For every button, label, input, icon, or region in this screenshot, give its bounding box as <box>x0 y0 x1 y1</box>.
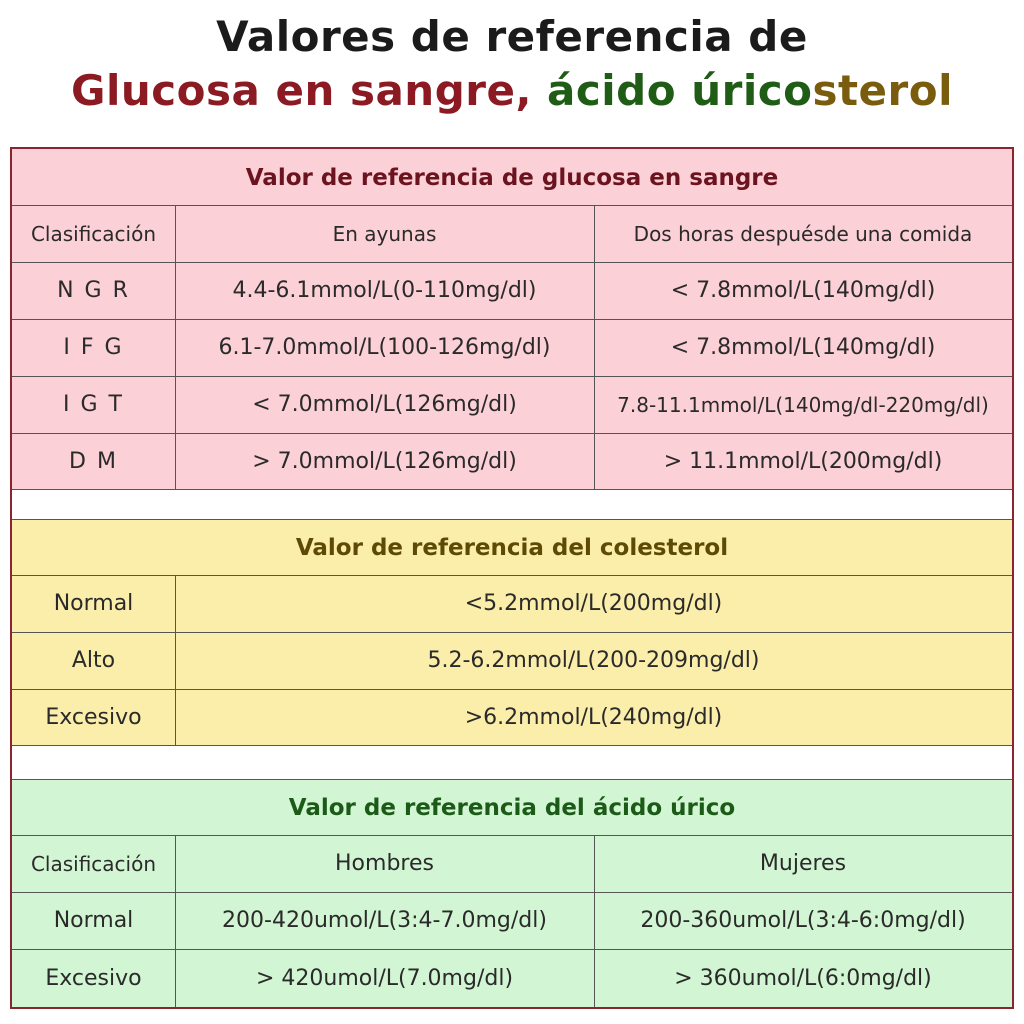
page-subtitle <box>0 66 1024 115</box>
uric-row-men-value: 200-420umol/L(3:4-7.0mg/dl) <box>222 908 547 933</box>
glucose-row-label: I G T <box>63 392 124 417</box>
divider <box>12 779 1012 780</box>
cholesterol-row-label: Normal <box>53 591 134 616</box>
glucose-row-postmeal-value: < 7.8mmol/L(140mg/dl) <box>670 278 936 303</box>
page-title: Valores de referencia de <box>216 12 808 61</box>
subtitle-glucose: Glucosa en sangre, <box>70 66 532 115</box>
divider <box>12 489 1012 490</box>
uric-header-classification: Clasificación <box>30 851 157 876</box>
uric-header-women: Mujeres <box>759 851 847 876</box>
glucose-row-label: I F G <box>63 335 124 360</box>
glucose-row-fasting-value: < 7.0mmol/L(126mg/dl) <box>252 392 517 417</box>
glucose-row-fasting-value: > 7.0mmol/L(126mg/dl) <box>252 448 517 474</box>
glucose-row-postmeal-value: < 7.8mmol/L(140mg/dl) <box>670 335 936 360</box>
subtitle-uric-acid: ácido úrico <box>547 66 813 115</box>
divider <box>12 519 1012 520</box>
divider <box>12 745 1012 746</box>
uric-row-label: Excesivo <box>45 965 142 991</box>
glucose-section <box>12 149 1012 489</box>
uric-header-men: Hombres <box>335 851 434 876</box>
cholesterol-section <box>12 519 1012 745</box>
cholesterol-row-value: <5.2mmol/L(200mg/dl) <box>464 591 723 616</box>
glucose-row-label: N G R <box>57 278 130 303</box>
glucose-header-fasting: En ayunas <box>332 221 437 246</box>
uric-row-men-value: > 420umol/L(7.0mg/dl) <box>255 965 514 991</box>
glucose-row-fasting-value: 4.4-6.1mmol/L(0-110mg/dl) <box>232 278 537 303</box>
glucose-header-postmeal: Dos horas despuésde una comida <box>633 221 973 246</box>
glucose-row-fasting-value: 6.1-7.0mmol/L(100-126mg/dl) <box>218 335 551 360</box>
cholesterol-row-value: 5.2-6.2mmol/L(200-209mg/dl) <box>427 648 760 673</box>
subtitle-sterol: sterol <box>812 66 954 115</box>
cholesterol-section-title: Valor de referencia del colesterol <box>295 535 729 561</box>
uric-row-label: Normal <box>53 908 134 933</box>
cholesterol-row-label: Excesivo <box>45 704 142 730</box>
glucose-header-classification: Clasificación <box>30 221 157 246</box>
uric-acid-section-title: Valor de referencia del ácido úrico <box>288 795 736 821</box>
uric-row-women-value: 200-360umol/L(3:4-6:0mg/dl) <box>640 908 966 933</box>
glucose-row-label: D M <box>69 448 118 474</box>
reference-table-frame <box>10 147 1014 1009</box>
glucose-section-title: Valor de referencia de glucosa en sangre <box>245 165 779 191</box>
uric-acid-section <box>12 779 1012 1007</box>
uric-row-women-value: > 360umol/L(6:0mg/dl) <box>674 965 932 991</box>
glucose-row-postmeal-value: > 11.1mmol/L(200mg/dl) <box>663 448 943 474</box>
cholesterol-row-label: Alto <box>71 648 116 673</box>
cholesterol-row-value: >6.2mmol/L(240mg/dl) <box>464 704 723 730</box>
glucose-row-postmeal-value: 7.8-11.1mmol/L(140mg/dl-220mg/dl) <box>617 392 989 417</box>
